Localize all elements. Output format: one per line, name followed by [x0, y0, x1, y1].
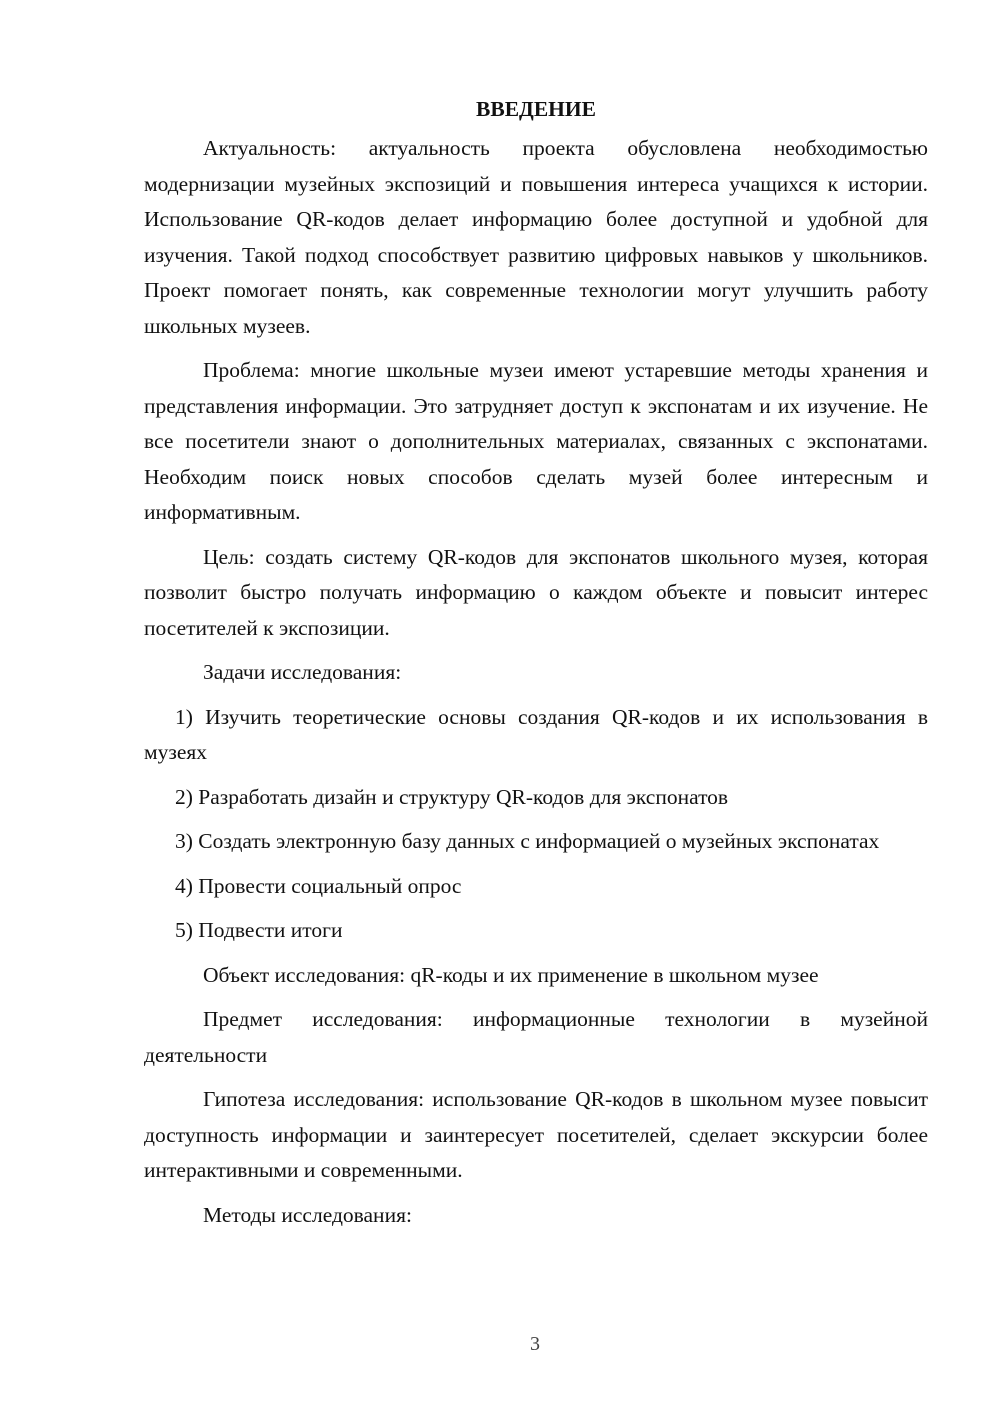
task-item-2: 2) Разработать дизайн и структуру QR-кодов для экспонатов	[175, 784, 729, 809]
paragraph-tasks-heading: Задачи исследования:	[203, 660, 402, 684]
task-item-5: 5) Подвести итоги	[175, 918, 343, 942]
paragraph-relevance: Актуальность: актуальность проекта обусловлена необходимостью модернизации музейных экспозиций и повышения интереса учащихся к истории. Использование QR-кодов делает информацию более доступной и удобной для изучения. Такой подход способствует развитию цифровых навыков у школьников. Проект помогает понять, как современные технологии могут улучшить работу школьных музеев.	[144, 136, 928, 338]
task-item-1: 1) Изучить теоретические основы создания QR-кодов и их использования в музеях	[144, 704, 928, 764]
paragraph-object: Объект исследования: qR-коды и их применение в школьном музее	[203, 962, 819, 987]
paragraph-hypothesis: Гипотеза исследования: использование QR-кодов в школьном музее повысит доступность информации и заинтересует посетителей, сделает экскурсии более интерактивными и современными.	[144, 1087, 928, 1182]
page-number: 3	[530, 1333, 540, 1355]
page-content	[144, 92, 928, 1242]
task-item-4: 4) Провести социальный опрос	[175, 873, 462, 898]
section-title: ВВЕДЕНИЕ	[476, 97, 596, 121]
paragraph-methods: Методы исследования:	[203, 1202, 412, 1227]
paragraph-goal: Цель: создать систему QR-кодов для экспонатов школьного музея, которая позволит быстро получать информацию о каждом объекте и повысит интерес посетителей к экспозиции.	[144, 544, 928, 640]
paragraph-problem: Проблема: многие школьные музеи имеют устаревшие методы хранения и представления информации. Это затрудняет доступ к экспонатам и их изучение. Не все посетители знают о дополнительных материалах, связанных с экспонатами. Необходим поиск новых способов сделать музей более интересным и информативным.	[144, 358, 928, 524]
paragraph-subject: Предмет исследования: информационные технологии в музейной деятельности	[144, 1007, 928, 1067]
task-item-3: 3) Создать электронную базу данных с информацией о музейных экспонатах	[175, 829, 880, 853]
